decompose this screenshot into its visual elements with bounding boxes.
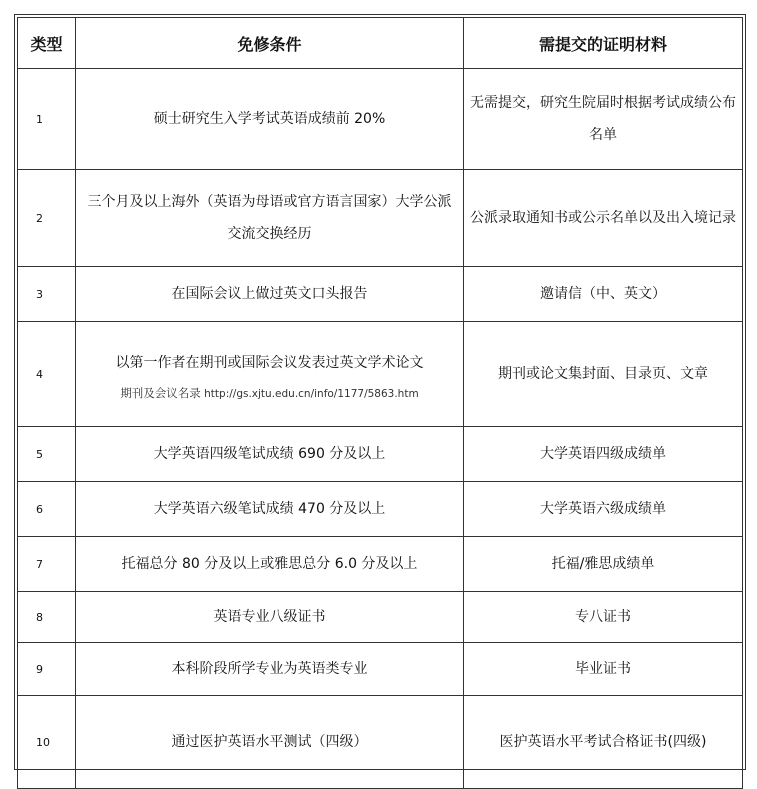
- row-type: 9: [18, 643, 76, 696]
- header-material: 需提交的证明材料: [464, 18, 743, 69]
- row-material: 邀请信（中、英文）: [464, 267, 743, 322]
- row-material: 毕业证书: [464, 643, 743, 696]
- row-type: 5: [18, 427, 76, 482]
- table-row: [18, 170, 743, 267]
- table-row: [18, 482, 743, 537]
- row-material: 大学英语四级成绩单: [464, 427, 743, 482]
- row-type: 1: [18, 69, 76, 170]
- table-row: [18, 427, 743, 482]
- row-material: 专八证书: [464, 592, 743, 643]
- table-row: [18, 592, 743, 643]
- row-type: 7: [18, 537, 76, 592]
- row-condition: 托福总分 80 分及以上或雅思总分 6.0 分及以上: [76, 537, 464, 592]
- row-condition: 三个月及以上海外（英语为母语或官方语言国家）大学公派交流交换经历: [76, 170, 464, 267]
- table-row: [18, 696, 743, 789]
- table-row: [18, 643, 743, 696]
- table-header-row: [18, 18, 743, 69]
- row-type: 8: [18, 592, 76, 643]
- header-type: 类型: [18, 18, 76, 69]
- exemption-table-frame: [14, 14, 746, 770]
- table-row: [18, 322, 743, 427]
- journal-list-url[interactable]: http://gs.xjtu.edu.cn/info/1177/5863.htm: [204, 387, 419, 400]
- journal-list-label: 期刊及会议名录: [120, 385, 201, 400]
- row-type: 2: [18, 170, 76, 267]
- row-condition: 硕士研究生入学考试英语成绩前 20%: [76, 69, 464, 170]
- journal-list-note: [82, 385, 457, 402]
- row-type: 6: [18, 482, 76, 537]
- row-material: 大学英语六级成绩单: [464, 482, 743, 537]
- table-row: [18, 267, 743, 322]
- row-material: 期刊或论文集封面、目录页、文章: [464, 322, 743, 427]
- row-condition: 在国际会议上做过英文口头报告: [76, 267, 464, 322]
- table-row: [18, 69, 743, 170]
- row-condition: [76, 322, 464, 427]
- row-condition: 大学英语四级笔试成绩 690 分及以上: [76, 427, 464, 482]
- row-condition: 英语专业八级证书: [76, 592, 464, 643]
- row-condition: 通过医护英语水平测试（四级）: [76, 696, 464, 789]
- row-material: 托福/雅思成绩单: [464, 537, 743, 592]
- row-type: 10: [18, 696, 76, 789]
- row-condition-text: 以第一作者在期刊或国际会议发表过英文学术论文: [115, 354, 424, 371]
- exemption-table: [17, 17, 743, 789]
- row-type: 3: [18, 267, 76, 322]
- row-material: 医护英语水平考试合格证书(四级): [464, 696, 743, 789]
- row-type: 4: [18, 322, 76, 427]
- row-material: 公派录取通知书或公示名单以及出入境记录: [464, 170, 743, 267]
- table-row: [18, 537, 743, 592]
- row-condition: 大学英语六级笔试成绩 470 分及以上: [76, 482, 464, 537]
- row-material: 无需提交，研究生院届时根据考试成绩公布名单: [464, 69, 743, 170]
- header-condition: 免修条件: [76, 18, 464, 69]
- row-condition: 本科阶段所学专业为英语类专业: [76, 643, 464, 696]
